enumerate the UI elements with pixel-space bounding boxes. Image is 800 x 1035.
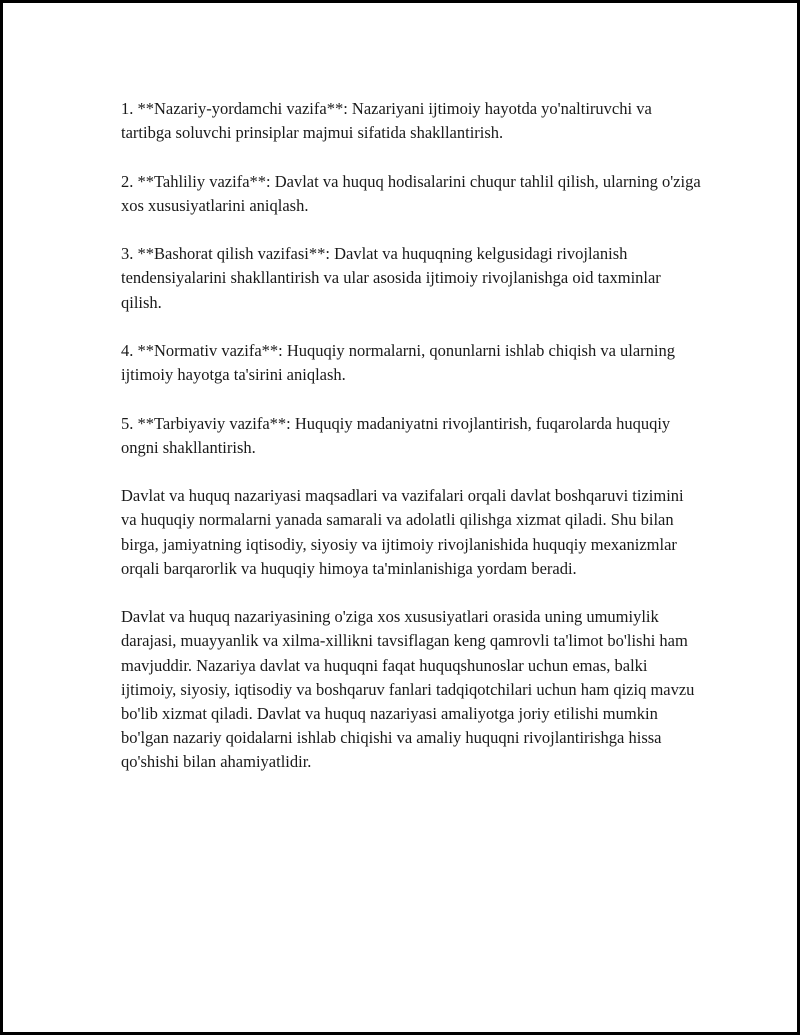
list-item: 5. **Tarbiyaviy vazifa**: Huquqiy madaniyatni rivojlantirish, fuqarolarda huquqiy ongni shakllantirish. bbox=[121, 413, 671, 457]
list-item: 3. **Bashorat qilish vazifasi**: Davlat va huquqning kelgusidagi rivojlanish tendensiyalarini shakllantirish va ular asosida ijtimoiy rivojlanishga oid taxminlar qilish. bbox=[121, 244, 661, 312]
body-paragraph: Davlat va huquq nazariyasining o'ziga xos xususiyatlari orasida uning umumiylik darajasi, muayyanlik va xilma-xillikni tavsiflagan keng qamrovli ta'limot bo'lishi ham mavjuddir. Nazariya davlat va huquqni faqat huquqshunoslar uchun emas, balki ijtimoiy, siyosiy, iqtisodiy va boshqaruv fanlari tadqiqotchilari uchun ham qiziq mavzu bo'lib xizmat qiladi. Davlat va huquq nazariyasi amaliyotga joriy etilishi mumkin bo'lgan nazariy qoidalarni ishlab chiqishi va amaliy huquqni rivojlantirishga hissa qo'shishi bilan ahamiyatlidir. bbox=[121, 607, 695, 772]
body-paragraph: Davlat va huquq nazariyasi maqsadlari va vazifalari orqali davlat boshqaruvi tizimini va huquqiy normalarni yanada samarali va adolatli qilishga xizmat qiladi. Shu bilan birga, jamiyatning iqtisodiy, siyosiy va ijtimoiy rivojlanishida huquqiy mexanizmlar orqali barqarorlik va huquqiy himoya ta'minlanishiga yordam beradi. bbox=[121, 486, 684, 578]
list-item: 2. **Tahliliy vazifa**: Davlat va huquq hodisalarini chuqur tahlil qilish, ularning o'ziga xos xususiyatlarini aniqlash. bbox=[121, 171, 701, 215]
list-item: 4. **Normativ vazifa**: Huquqiy normalarni, qonunlarni ishlab chiqish va ularning ijtimoiy hayotga ta'sirini aniqlash. bbox=[121, 340, 676, 385]
list-item: 1. **Nazariy-yordamchi vazifa**: Nazariyani ijtimoiy hayotda yo'naltiruvchi va tartibga soluvchi prinsiplar majmui sifatida shakllantirish. bbox=[121, 99, 652, 143]
document-body bbox=[121, 97, 701, 799]
